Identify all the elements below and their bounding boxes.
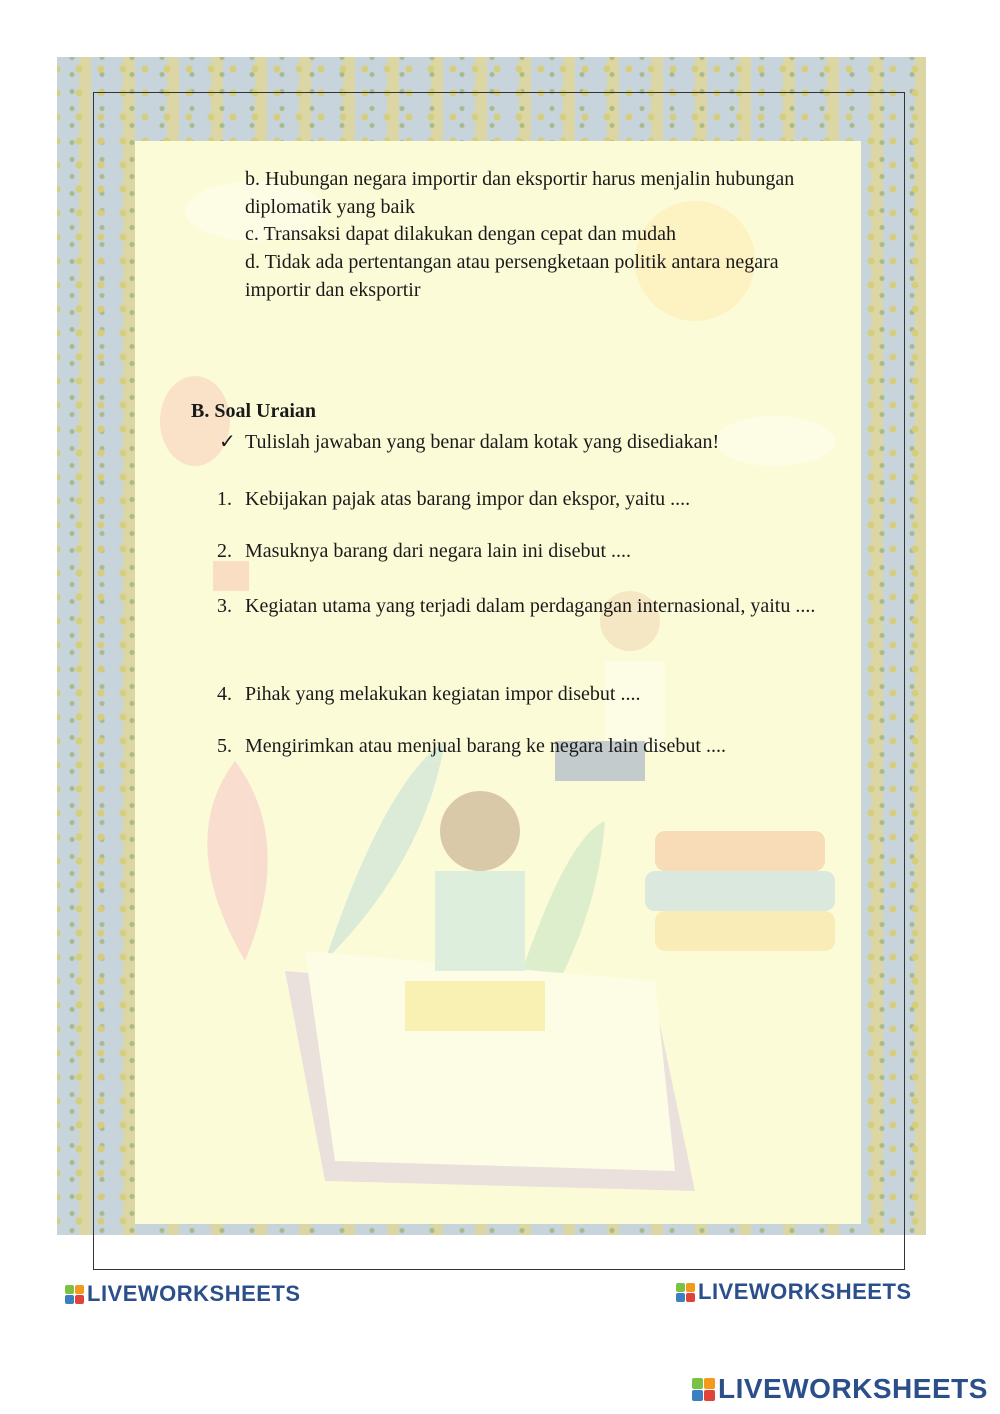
question-text: Pihak yang melakukan kegiatan impor disebut ....: [245, 683, 641, 705]
question-number: 3.: [217, 595, 232, 617]
section-title: B. Soal Uraian: [191, 400, 317, 422]
question-number: 4.: [217, 683, 232, 705]
question-text: Mengirimkan atau menjual barang ke negara lain disebut ....: [245, 735, 726, 757]
liveworksheets-mark-icon: [65, 1285, 84, 1304]
logo-text: LIVEWORKSHEETS: [698, 1279, 912, 1304]
question-number: 2.: [217, 540, 232, 562]
liveworksheets-logo[interactable]: [692, 1373, 988, 1405]
question-number: 5.: [217, 735, 232, 757]
liveworksheets-logo[interactable]: [676, 1279, 912, 1305]
option-b: b. Hubungan negara importir dan eksportir harus menjalin hubungan diplomatik yang baik: [245, 168, 795, 218]
logo-text: LIVEWORKSHEETS: [718, 1373, 988, 1404]
question-text: Kegiatan utama yang terjadi dalam perdagangan internasional, yaitu ....: [245, 595, 816, 617]
option-d: d. Tidak ada pertentangan atau persengketaan politik antara negara importir dan eksportir: [245, 251, 779, 301]
liveworksheets-mark-icon: [676, 1283, 695, 1302]
question-text: Kebijakan pajak atas barang impor dan ekspor, yaitu ....: [245, 488, 691, 510]
page-border-line: [93, 92, 905, 1270]
instruction-text: Tulislah jawaban yang benar dalam kotak yang disediakan!: [245, 431, 720, 453]
question-number: 1.: [217, 488, 232, 510]
checkmark-icon: ✓: [219, 431, 236, 453]
liveworksheets-logo[interactable]: [65, 1281, 301, 1307]
liveworksheets-mark-icon: [692, 1378, 715, 1401]
question-text: Masuknya barang dari negara lain ini disebut ....: [245, 540, 631, 562]
logo-text: LIVEWORKSHEETS: [87, 1281, 301, 1306]
option-c: c. Transaksi dapat dilakukan dengan cepat dan mudah: [245, 223, 676, 245]
